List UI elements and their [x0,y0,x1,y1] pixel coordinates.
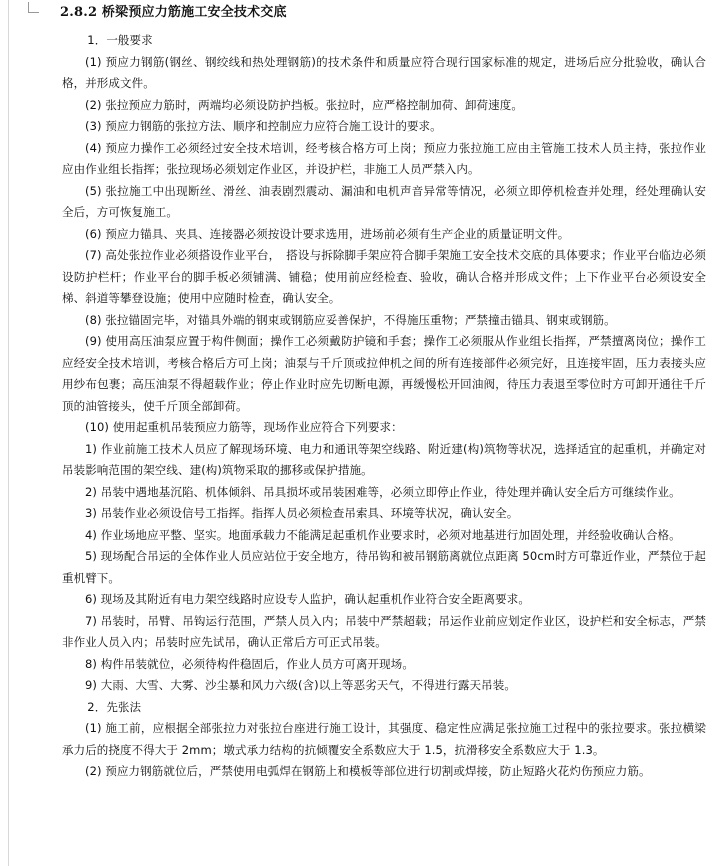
list-item: 4) 作业场地应平整、坚实。地面承载力不能满足起重机作业要求时，必须对地基进行加固处理，并经验收确认合格。 [85,527,681,542]
paragraph: (5) 张拉施工中出现断丝、滑丝、油表剧烈震动、漏油和电机声音异常等情况，必须立即停机检查并处理，经处理确认安全后，方可恢复施工。 [62,183,706,219]
paragraph: (9) 使用高压油泵应置于构件侧面；操作工必须戴防护镜和手套；操作工必须服从作业组长指挥，严禁擅离岗位；操作工应经安全技术培训，考核合格后方可上岗；油泵与千斤顶或拉伸机之间的所有连接部件必须完好，且连接牢固，压力表接头应用纱布包裹；高压油泵不得超载作业；停止作业时应先切断电源，再缓慢松开回油阀，待压力表退至零位时方可卸开通往千斤顶的油管接头，使千斤顶全部卸荷。 [62,334,706,413]
paragraph: (10) 使用起重机吊装预应力筋等，现场作业应符合下列要求： [85,420,403,434]
list-item: 3) 吊装作业必须设信号工指挥。指挥人员必须检查吊索具、环境等状况，确认安全。 [85,506,519,520]
list-item: 1) 作业前施工技术人员应了解现场环境、电力和通讯等架空线路、附近建(构)筑物等状况，选择适宜的起重机，并确定对吊装影响范围的架空线、建(构)筑物采取的挪移或保护措施。 [62,441,706,477]
paragraph: (3) 预应力钢筋的张拉方法、顺序和控制应力应符合施工设计的要求。 [85,119,442,133]
list-item: 6) 现场及其附近有电力架空线路时应设专人监护，确认起重机作业符合安全距离要求。 [85,592,530,606]
paragraph: (1) 预应力钢筋(钢丝、钢绞线和热处理钢筋)的技术条件和质量应符合现行国家标准的规定，进场后应分批验收，确认合格，并形成文件。 [62,54,706,90]
paragraph: (7) 高处张拉作业必须搭设作业平台， 搭设与拆除脚手架应符合脚手架施工安全技术交底的具体要求；作业平台临边必须设防护栏杆；作业平台的脚手板必须铺满、铺稳；使用前应经检查、验收，确认合格并形成文件；上下作业平台必须设安全梯、斜道等攀登设施；使用中应随时检查，确认安全。 [62,248,706,305]
paragraph: (2) 预应力钢筋就位后，严禁使用电弧焊在钢筋上和模板等部位进行切割或焊接，防止短路火花灼伤预应力筋。 [85,764,651,778]
document-body [62,4,706,783]
list-item: 9) 大雨、大雪、大雾、沙尘暴和风力六级(含)以上等恶劣天气，不得进行露天吊装。 [85,678,516,692]
list-item: 7) 吊装时，吊臂、吊钩运行范围，严禁人员入内；吊装中严禁超载；吊运作业前应划定作业区，设护栏和安全标志，严禁非作业人员入内；吊装时应先试吊，确认正常后方可正式吊装。 [62,613,706,649]
paragraph: (6) 预应力锚具、夹具、连接器必须按设计要求选用，进场前必须有生产企业的质量证明文件。 [85,226,570,241]
list-item: 5) 现场配合吊运的全体作业人员应站位于安全地方，待吊钩和被吊钢筋离就位点距离 50cm时方可靠近作业，严禁位于起重机臂下。 [62,549,706,585]
paragraph: (1) 施工前，应根据全部张拉力对张拉台座进行施工设计，其强度、稳定性应满足张拉施工过程中的张拉要求。张拉横梁承力后的挠度不得大于 2mm；墩式承力结构的抗倾覆安全系数应大于 1.5，抗滑移安全系数应大于 1.3。 [62,721,706,757]
page-margin-line [8,0,9,866]
list-item: 2) 吊装中遇地基沉陷、机体倾斜、吊具损坏或吊装困难等，必须立即停止作业，待处理并确认安全后方可继续作业。 [85,484,681,499]
subsection-title: 1．一般要求 [87,33,153,47]
subsection-title: 2．先张法 [87,699,142,714]
paragraph: (8) 张拉锚固完毕，对锚具外端的钢束或钢筋应妥善保护，不得施压重物；严禁撞击锚具、钢束或钢筋。 [85,312,616,327]
paragraph: (2) 张拉预应力筋时，两端均必须设防护挡板。张拉时，应严格控制加荷、卸荷速度。 [85,97,523,112]
page-corner-mark [28,2,39,13]
list-item: 8) 构件吊装就位，必须待构件稳固后，作业人员方可离开现场。 [85,656,414,671]
paragraph: (4) 预应力操作工必须经过安全技术培训，经考核合格方可上岗；预应力张拉施工应由主管施工技术人员主持，张拉作业应由作业组长指挥；张拉现场必须划定作业区，并设护栏，非施工人员严禁入内。 [62,140,706,176]
section-heading: 2.8.2 桥梁预应力筋施工安全技术交底 [60,5,287,20]
